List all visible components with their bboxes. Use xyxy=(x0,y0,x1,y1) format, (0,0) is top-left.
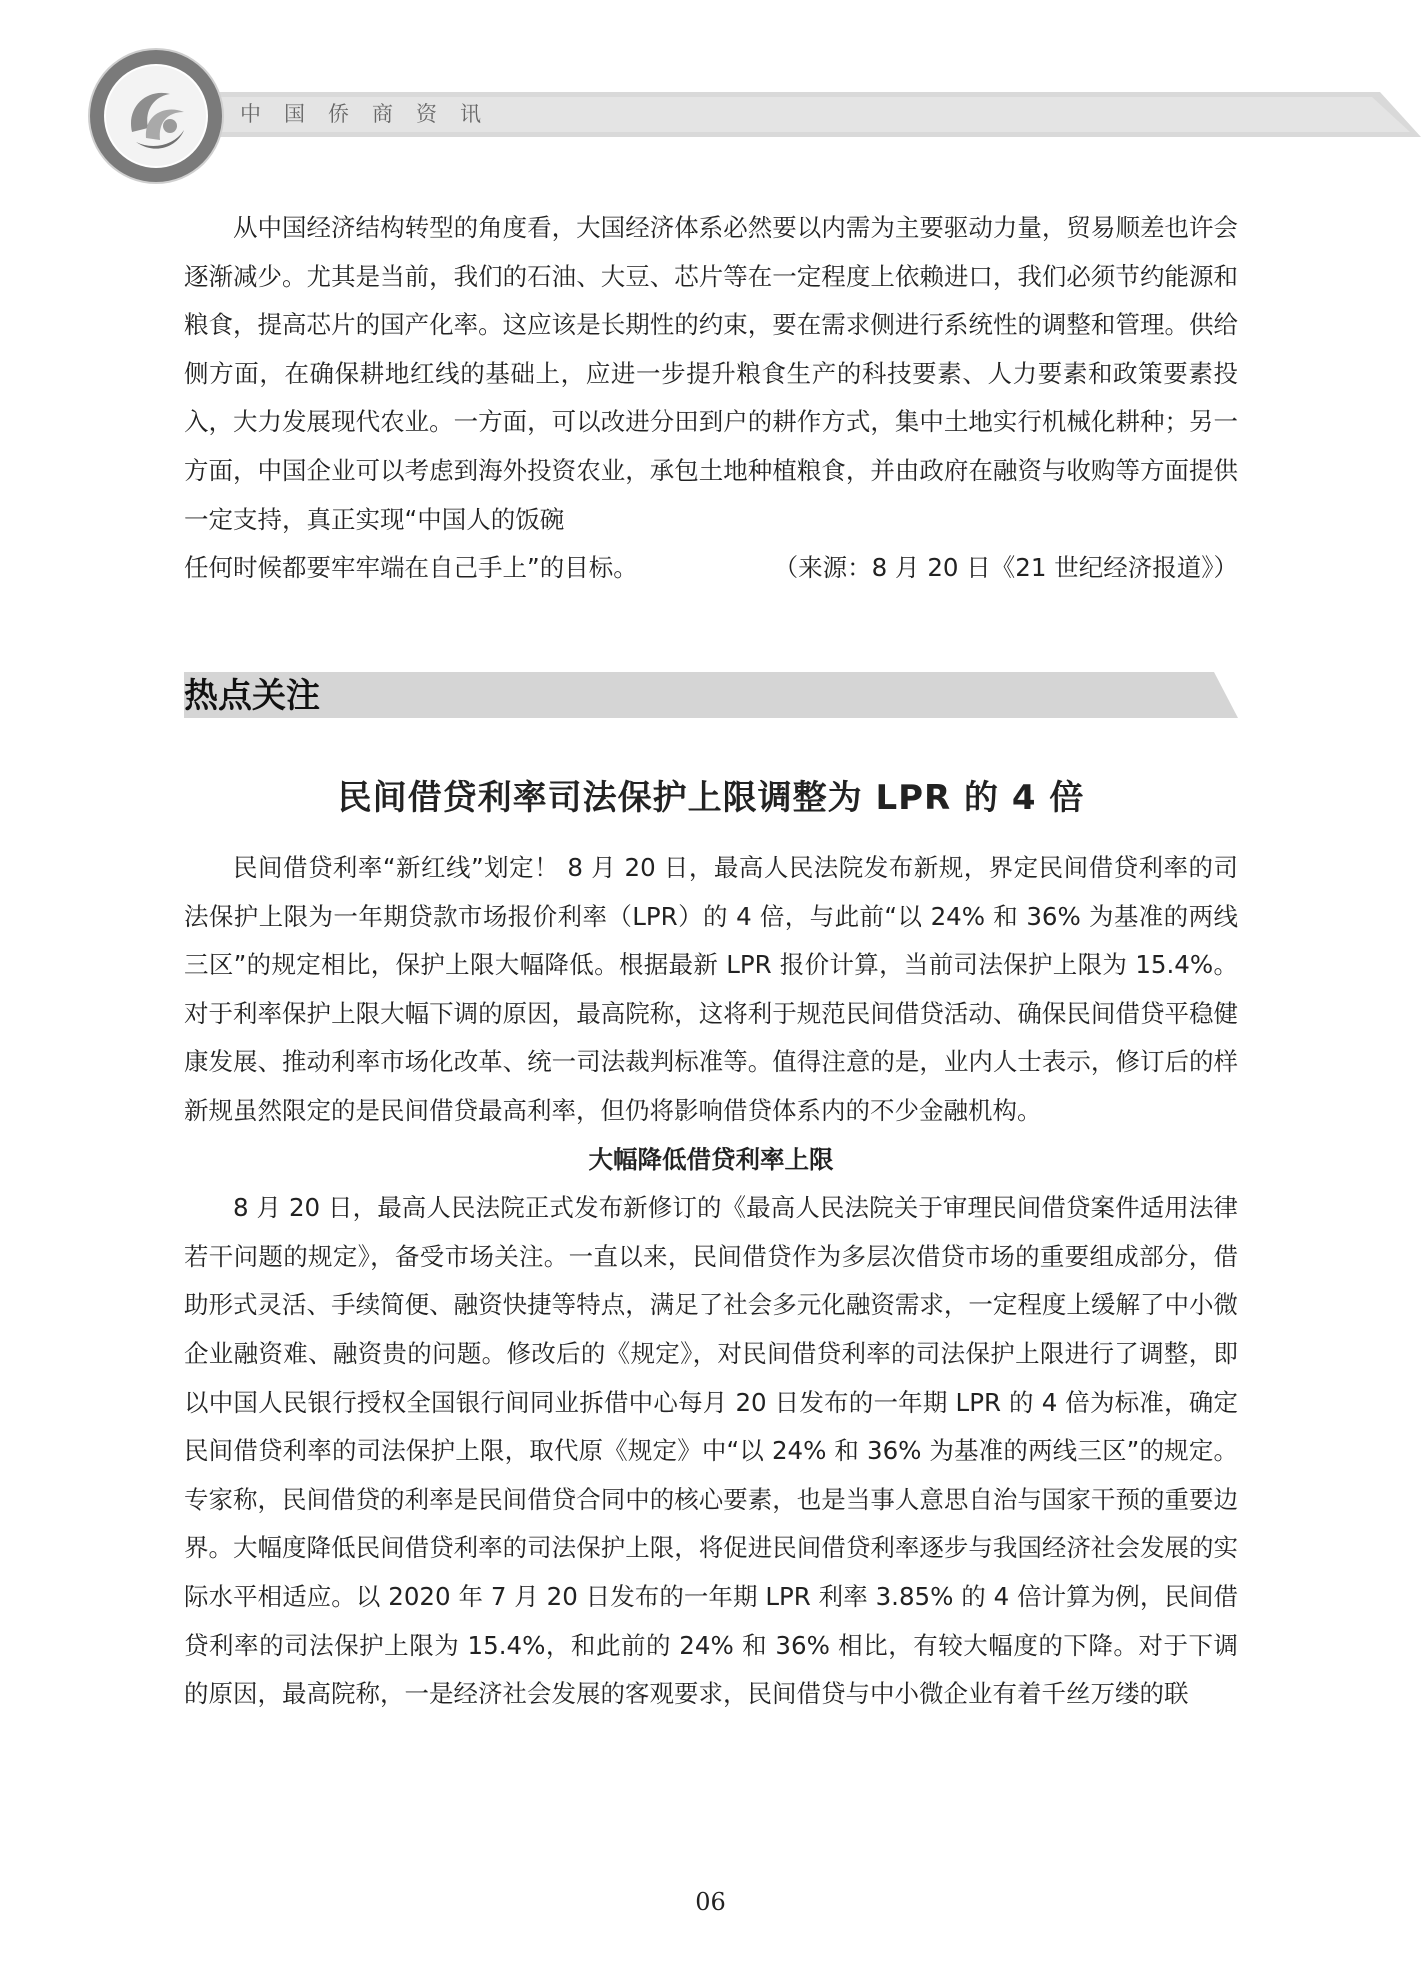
intro-last-line xyxy=(184,544,1238,593)
article-paragraph-2: 8 月 20 日，最高人民法院正式发布新修订的《最高人民法院关于审理民间借贷案件适用法律若干问题的规定》，备受市场关注。一直以来，民间借贷作为多层次借贷市场的重要组成部分，借助形式灵活、手续简便、融资快捷等特点，满足了社会多元化融资需求，一定程度上缓解了中小微企业融资难、融资贵的问题。修改后的《规定》，对民间借贷利率的司法保护上限进行了调整，即以中国人民银行授权全国银行间同业拆借中心每月 20 日发布的一年期 LPR 的 4 倍为标准，确定民间借贷利率的司法保护上限，取代原《规定》中“以 24% 和 36% 为基准的两线三区”的规定。专家称，民间借贷的利率是民间借贷合同中的核心要素，也是当事人意思自治与国家干预的重要边界。大幅度降低民间借贷利率的司法保护上限，将促进民间借贷利率逐步与我国经济社会发展的实际水平相适应。以 2020 年 7 月 20 日发布的一年期 LPR 利率 3.85% 的 4 倍计算为例，民间借贷利率的司法保护上限为 15.4%，和此前的 24% 和 36% 相比，有较大幅度的下降。对于下调的原因，最高院称，一是经济社会发展的客观要求，民间借贷与中小微企业有着千丝万缕的联 xyxy=(184,1193,1238,1709)
article-title: 民间借贷利率司法保护上限调整为 LPR 的 4 倍 xyxy=(337,778,1085,818)
intro-paragraph: 从中国经济结构转型的角度看，大国经济体系必然要以内需为主要驱动力量，贸易顺差也许会逐渐减少。尤其是当前，我们的石油、大豆、芯片等在一定程度上依赖进口，我们必须节约能源和粮食，提高芯片的国产化率。这应该是长期性的约束，要在需求侧进行系统性的调整和管理。供给侧方面，在确保耕地红线的基础上，应进一步提升粮食生产的科技要素、人力要素和政策要素投入，大力发展现代农业。一方面，可以改进分田到户的耕作方式，集中土地实行机械化耕种；另一方面，中国企业可以考虑到海外投资农业，承包土地种植粮食，并由政府在融资与收购等方面提供一定支持，真正实现“中国人的饭碗 xyxy=(184,213,1238,534)
section-title: 热点关注 xyxy=(184,676,320,716)
page-number: 06 xyxy=(695,1888,726,1916)
intro-last-line-text: 任何时候都要牢牢端在自己手上”的目标。 xyxy=(184,553,638,583)
section-band xyxy=(184,672,1238,718)
article-subheading: 大幅降低借贷利率上限 xyxy=(588,1144,834,1174)
intro-block xyxy=(184,204,1238,593)
federation-logo xyxy=(86,46,226,186)
source-citation: （来源：8 月 20 日《21 世纪经济报道》） xyxy=(773,553,1238,583)
article-paragraph-1: 民间借贷利率“新红线”划定！ 8 月 20 日，最高人民法院发布新规，界定民间借贷利率的司法保护上限为一年期贷款市场报价利率（LPR）的 4 倍，与此前“以 24% 和 36% 为基准的两线三区”的规定相比，保护上限大幅降低。根据最新 LPR 报价计算，当前司法保护上限为 15.4%。对于利率保护上限大幅下调的原因，最高院称，这将利于规范民间借贷活动、确保民间借贷平稳健康发展、推动利率市场化改革、统一司法裁判标准等。值得注意的是，业内人士表示，修订后的样新规虽然限定的是民间借贷最高利率，但仍将影响借贷体系内的不少金融机构。 xyxy=(184,853,1238,1125)
publication-title: 中国侨商资讯 xyxy=(240,102,504,126)
article-body xyxy=(184,844,1238,1719)
